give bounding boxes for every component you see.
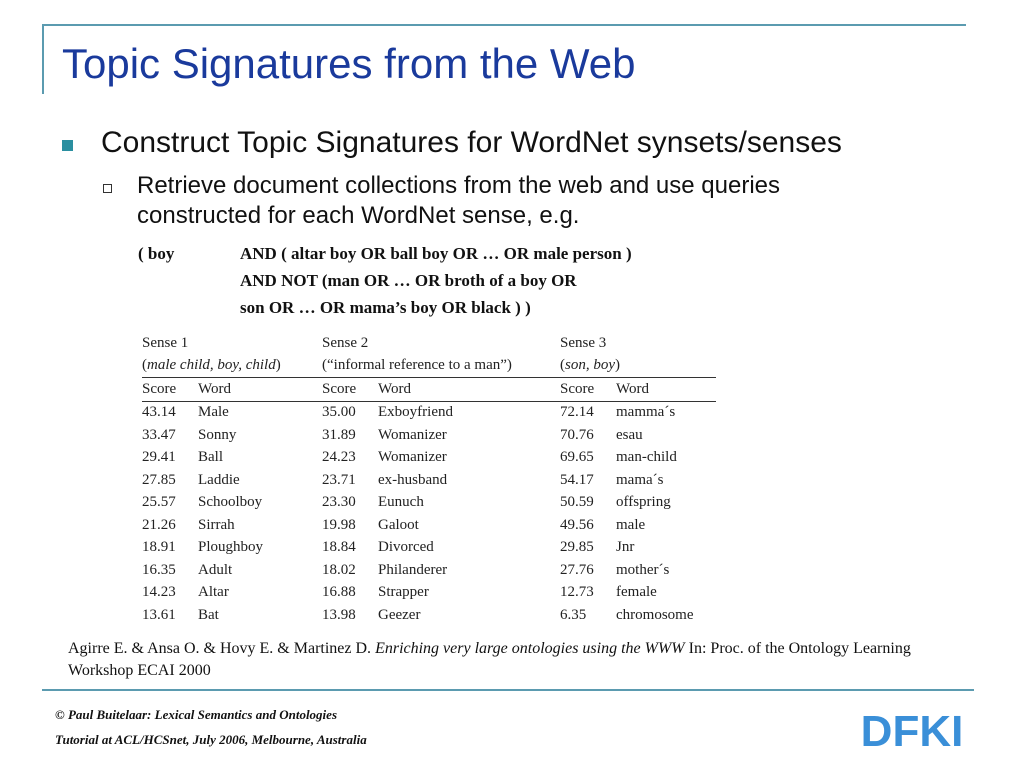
table-row bbox=[142, 559, 716, 582]
sense2-score-cell: 23.71 bbox=[322, 471, 356, 488]
sense1-score-cell: 13.61 bbox=[142, 606, 176, 623]
sense2-word-cell: ex-husband bbox=[378, 471, 448, 488]
footer-rule bbox=[42, 689, 974, 691]
column-header-word: Word bbox=[198, 378, 322, 402]
footer-event: Tutorial at ACL/HCSnet, July 2006, Melbourne, Australia bbox=[55, 732, 367, 747]
sense3-score-cell: 12.73 bbox=[560, 584, 594, 601]
sense3-word-cell: Jnr bbox=[616, 539, 635, 556]
sense1-word-cell: Adult bbox=[198, 561, 233, 578]
sense3-word-cell: mamma´s bbox=[616, 404, 676, 421]
table-row bbox=[142, 401, 716, 424]
sense2-score-cell: 31.89 bbox=[322, 426, 356, 443]
sense2-word-cell: Womanizer bbox=[378, 426, 447, 443]
sense-label: Sense 1 bbox=[142, 334, 189, 351]
column-header-word: Word bbox=[378, 378, 560, 402]
sense-label: Sense 3 bbox=[560, 334, 607, 351]
sense2-word-cell: Philanderer bbox=[378, 561, 448, 578]
sense-gloss: (son, boy) bbox=[560, 355, 716, 378]
sense2-score-cell: 13.98 bbox=[322, 606, 356, 623]
sense2-word-cell: Geezer bbox=[378, 606, 421, 623]
query-line-prefix bbox=[138, 294, 240, 321]
column-header-score: Score bbox=[322, 378, 378, 402]
sense2-score-cell: 16.88 bbox=[322, 584, 356, 601]
sense3-word-cell: chromosome bbox=[616, 606, 694, 623]
sense3-score-cell: 72.14 bbox=[560, 404, 594, 421]
top-rule bbox=[42, 24, 966, 26]
hollow-square-bullet-icon bbox=[103, 184, 112, 193]
topic-signature-table bbox=[142, 332, 716, 627]
sense3-score-cell: 6.35 bbox=[560, 606, 587, 623]
sense1-word-cell: Schoolboy bbox=[198, 494, 263, 511]
sense1-word-cell: Ploughboy bbox=[198, 539, 264, 556]
sense2-word-cell: Divorced bbox=[378, 539, 434, 556]
sense3-score-cell: 29.85 bbox=[560, 539, 594, 556]
citation-title: Enriching very large ontologies using the WWW bbox=[375, 640, 685, 657]
column-header-score: Score bbox=[560, 378, 616, 402]
sense3-word-cell: man-child bbox=[616, 449, 677, 466]
sense-gloss: (“informal reference to a man”) bbox=[322, 355, 560, 378]
bullet-level2-text: Retrieve document collections from the web and use queries constructed for each WordNet sense, e.g. bbox=[137, 172, 781, 229]
sense1-score-cell: 43.14 bbox=[142, 404, 176, 421]
citation bbox=[68, 638, 958, 682]
table-row bbox=[142, 582, 716, 605]
footer bbox=[55, 702, 367, 752]
citation-authors: Agirre E. & Ansa O. & Hovy E. & Martinez D. bbox=[68, 640, 376, 657]
sense1-word-cell: Sirrah bbox=[198, 516, 235, 533]
column-header-score: Score bbox=[142, 378, 198, 402]
bullet-level2 bbox=[103, 171, 903, 231]
table-header-row bbox=[142, 378, 716, 402]
footer-copyright: © Paul Buitelaar: Lexical Semantics and Ontologies bbox=[55, 707, 338, 722]
sense3-word-cell: mama´s bbox=[616, 471, 664, 488]
query-example bbox=[138, 240, 632, 321]
sense-gloss-row bbox=[142, 355, 716, 378]
sense1-score-cell: 18.91 bbox=[142, 539, 176, 556]
sense3-score-cell: 69.65 bbox=[560, 449, 594, 466]
sense3-word-cell: mother´s bbox=[616, 561, 670, 578]
query-line bbox=[138, 267, 632, 294]
sense1-word-cell: Laddie bbox=[198, 471, 240, 488]
sense2-score-cell: 35.00 bbox=[322, 404, 356, 421]
sense2-score-cell: 18.02 bbox=[322, 561, 356, 578]
bullet-level1-text: Construct Topic Signatures for WordNet synsets/senses bbox=[101, 126, 842, 159]
table-row bbox=[142, 424, 716, 447]
sense3-word-cell: offspring bbox=[616, 494, 671, 511]
sense3-word-cell: esau bbox=[616, 426, 643, 443]
bullet-level1 bbox=[62, 126, 842, 160]
sense-gloss: (male child, boy, child) bbox=[142, 355, 322, 378]
sense1-score-cell: 33.47 bbox=[142, 426, 176, 443]
query-line-prefix: ( boy bbox=[138, 244, 175, 263]
sense2-word-cell: Galoot bbox=[378, 516, 419, 533]
slide-title: Topic Signatures from the Web bbox=[62, 40, 636, 87]
sense3-word-cell: female bbox=[616, 584, 657, 601]
sense-label: Sense 2 bbox=[322, 334, 369, 351]
query-line-body: son OR … OR mama’s boy OR black ) ) bbox=[240, 298, 531, 317]
query-line-prefix bbox=[138, 267, 240, 294]
sense2-score-cell: 24.23 bbox=[322, 449, 356, 466]
query-line bbox=[138, 240, 632, 267]
sense3-score-cell: 70.76 bbox=[560, 426, 594, 443]
sense2-score-cell: 19.98 bbox=[322, 516, 356, 533]
sense3-score-cell: 27.76 bbox=[560, 561, 594, 578]
sense1-word-cell: Bat bbox=[198, 606, 219, 623]
sense3-score-cell: 49.56 bbox=[560, 516, 594, 533]
dfki-logo bbox=[850, 706, 974, 752]
table-row bbox=[142, 604, 716, 627]
sense1-score-cell: 27.85 bbox=[142, 471, 176, 488]
query-line bbox=[138, 294, 632, 321]
sense2-word-cell: Eunuch bbox=[378, 494, 424, 511]
square-bullet-icon bbox=[62, 140, 73, 151]
sense3-word-cell: male bbox=[616, 516, 646, 533]
sense2-word-cell: Strapper bbox=[378, 584, 429, 601]
sense2-score-cell: 18.84 bbox=[322, 539, 356, 556]
sense3-score-cell: 54.17 bbox=[560, 471, 594, 488]
sense-label-row bbox=[142, 332, 716, 355]
column-header-word: Word bbox=[616, 378, 716, 402]
query-line-body: AND NOT (man OR … OR broth of a boy OR bbox=[240, 271, 577, 290]
query-line-body: AND ( altar boy OR ball boy OR … OR male person ) bbox=[240, 244, 632, 263]
table-body bbox=[142, 401, 716, 627]
sense1-score-cell: 14.23 bbox=[142, 584, 176, 601]
sense2-score-cell: 23.30 bbox=[322, 494, 356, 511]
sense2-word-cell: Exboyfriend bbox=[378, 404, 453, 421]
citation-venue: In: Proc. of the Ontology Learning Workshop ECAI 2000 bbox=[68, 640, 911, 679]
sense1-score-cell: 21.26 bbox=[142, 516, 176, 533]
sense1-score-cell: 16.35 bbox=[142, 561, 176, 578]
sense3-score-cell: 50.59 bbox=[560, 494, 594, 511]
sense1-word-cell: Altar bbox=[198, 584, 229, 601]
left-rule bbox=[42, 24, 44, 94]
table-row bbox=[142, 447, 716, 470]
sense1-score-cell: 29.41 bbox=[142, 449, 176, 466]
sense1-word-cell: Ball bbox=[198, 449, 223, 466]
sense2-word-cell: Womanizer bbox=[378, 449, 447, 466]
table-row bbox=[142, 469, 716, 492]
table-row bbox=[142, 492, 716, 515]
sense1-score-cell: 25.57 bbox=[142, 494, 176, 511]
table-row bbox=[142, 514, 716, 537]
table-row bbox=[142, 537, 716, 560]
dfki-logo-text: DFKI bbox=[860, 707, 964, 752]
sense1-word-cell: Male bbox=[198, 404, 229, 421]
sense1-word-cell: Sonny bbox=[198, 426, 237, 443]
